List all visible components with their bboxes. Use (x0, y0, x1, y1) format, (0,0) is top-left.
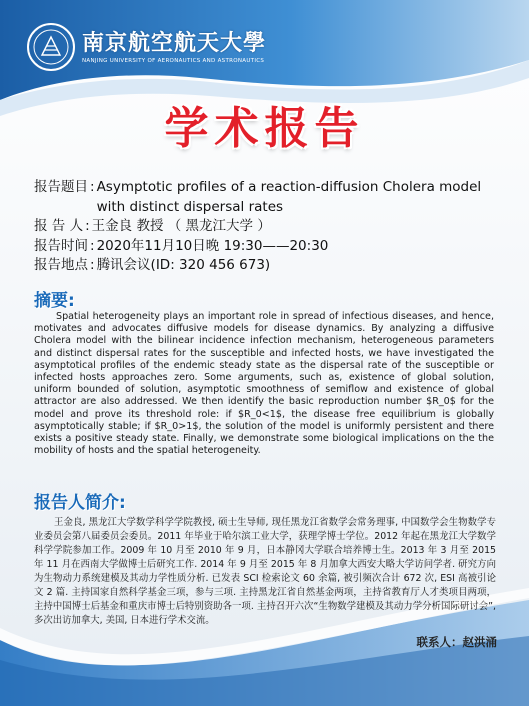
time-colon: : (90, 237, 95, 254)
place-value: 腾讯会议(ID: 320 456 673) (96, 257, 271, 273)
time-label: 报告时间 (34, 237, 88, 254)
topic-row (34, 178, 514, 217)
bio-text: 王金良, 黑龙江大学数学科学学院教授, 硕士生导师, 现任黑龙江省数学会常务理事, 中国数学会生物数学专业委员会第八届委员会委员。2011 年毕业于哈尔滨工业大学，获理学博士学位。2012 年起在黑龙江大学数学科学学院参加工作。2009 年 10 月至 2010 年 9 月，日本静冈大学联合培养博士生。2013 年 3 月至 2015 年 11 月在西南大学做博士后研究工作. 2014 年 9 月至 2015 年 8 月加拿大西安大略大学访问学者. 研究方向为生物动力系统建模及其动力学性质分析. 已发表 SCI 检索论文 60 余篇, 被引频次合计 672 次, ESI 高被引论文 2 篇. 主持国家自然科学基金三项，参与三项. 主持黑龙江省自然基金两项，主持省教育厅人才类项目两项，主持中国博士后基金和重庆市博士后特别资助各一项. 主持召开六次“生物数学建模及其动力学分析国际研讨会”, 多次出访加拿大, 美国, 日本进行学术交流。 (34, 517, 496, 626)
university-logo (26, 22, 266, 72)
time-value: 2020年11月10日晚 19:30——20:30 (96, 237, 329, 254)
seal-icon (26, 22, 76, 72)
abstract-heading: 摘要: (34, 291, 75, 311)
contact-label: 联系人： (416, 635, 463, 649)
contact (417, 634, 498, 650)
speaker-colon: : (85, 218, 90, 234)
topic-colon: : (90, 179, 95, 195)
university-name-en: NANJING UNIVERSITY OF AERONAUTICS AND ASTRONAUTICS (82, 58, 265, 64)
contact-name: 赵洪涌 (462, 635, 497, 649)
topic-value: Asymptotic profiles of a reaction-diffusion Cholera model with distinct dispersal rates (96, 179, 482, 215)
time-row (34, 237, 514, 257)
talk-info (34, 178, 514, 276)
speaker-label: 报 告 人 (34, 218, 84, 234)
speaker-value: 王金良 教授 （ 黑龙江大学 ） (91, 218, 271, 234)
place-row (34, 256, 514, 276)
topic-label: 报告题目 (34, 179, 88, 195)
place-label: 报告地点 (34, 257, 88, 273)
bio-heading: 报告人简介: (34, 493, 126, 513)
page-title: 学术报告 (164, 103, 365, 154)
abstract-text: Spatial heterogeneity plays an important role in spread of infectious diseases, and hence, motivates and advocates diffusive models for disease dynamics. By analyzing a diffusive Cholera model with the bilinear incidence infection mechanism, heterogeneous parameters and distinct dispersal rates for the susceptible and infected hosts, we have investigated the asymptotical profiles of the endemic steady state as the dispersal rate of the susceptible or infected hosts approaches zero. Some arguments, such as, existence of global solution, uniform bounded of solution, asymptotic smoothness of semiflow and existence of global attractor are also addressed. We then identify the basic reproduction number $R_0$ for the model and prove its threshold role: if $R_0<1$, the disease free equilibrium is globally asymptotically stable; if $R_0>1$, the solution of the model is uniformly persistent and there exists a positive steady state. Finally, we demonstrate some biological implications on the the mobility of hosts and the spatial heterogeneity. (34, 311, 494, 457)
place-colon: : (90, 257, 95, 273)
university-name (82, 30, 266, 64)
speaker-row (34, 217, 514, 237)
university-name-cn: 南京航空航天大學 (82, 30, 267, 56)
